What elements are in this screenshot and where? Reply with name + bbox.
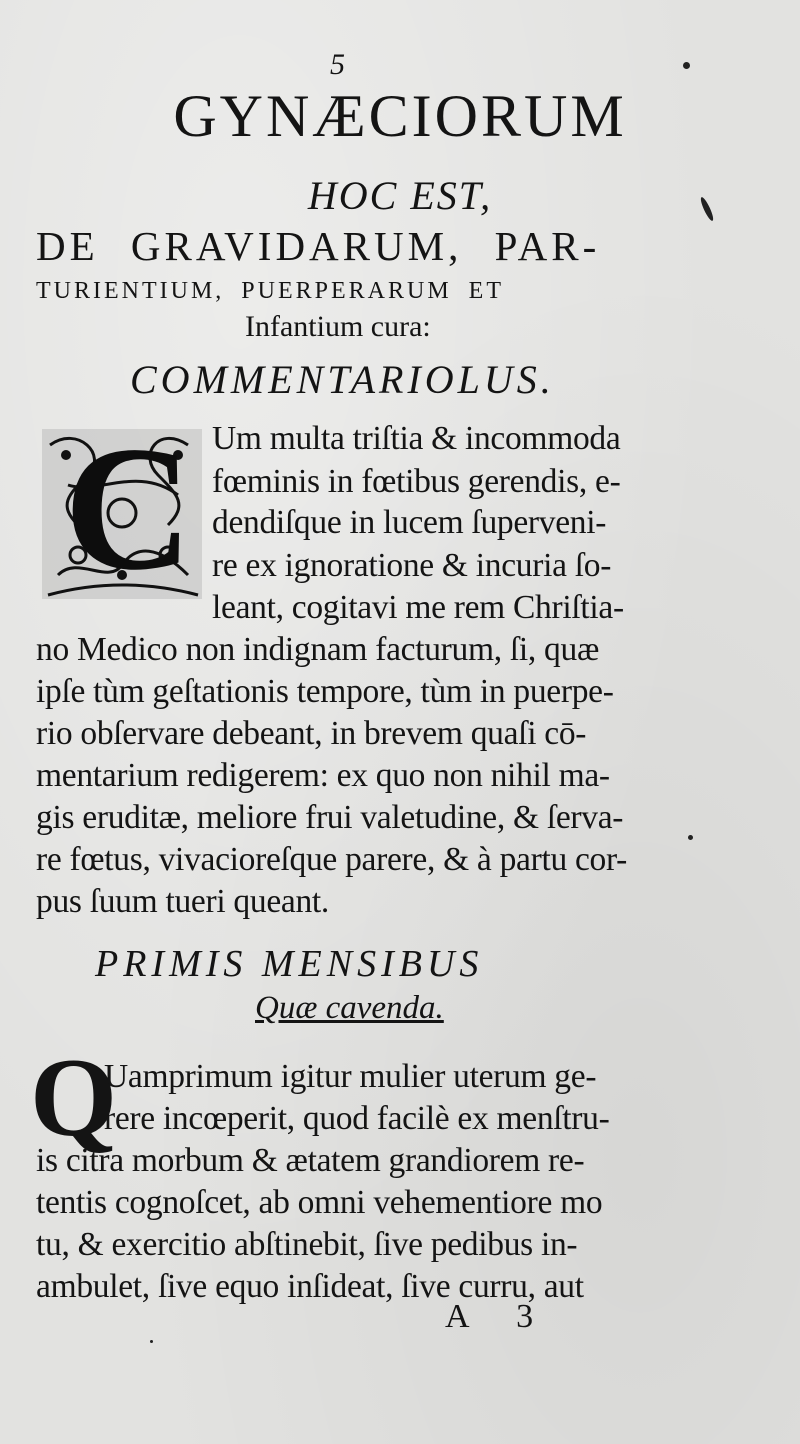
- section-heading: PRIMIS MENSIBUS: [95, 943, 484, 985]
- paragraph1-line-9: mentarium redigerem: ex quo non nihil ma-: [36, 757, 610, 794]
- paragraph2-line-2: rere incœperit, quod facilè ex menſtru-: [104, 1100, 610, 1137]
- paragraph2-line-6: ambulet, ſive equo inſideat, ſive curru, aut: [36, 1268, 584, 1305]
- section-subheading: Quæ cavenda.: [255, 990, 444, 1026]
- paragraph1-line-6: no Medico non indignam facturum, ſi, quæ: [36, 631, 599, 668]
- paragraph2-line-3: is citra morbum & ætatem grandiorem re-: [36, 1142, 585, 1179]
- ornamental-initial: [38, 409, 206, 607]
- paragraph2-line-1: Uamprimum igitur mulier uterum ge-: [104, 1058, 597, 1095]
- initial-letter-q: Q: [30, 1036, 118, 1160]
- paragraph1-line-1: Um multa triſtia & incommoda: [212, 420, 621, 457]
- page-number: 5: [330, 48, 345, 81]
- signature-mark: A 3: [445, 1298, 554, 1335]
- paragraph1-line-11: re fœtus, vivacioreſque parere, & à partu cor-: [36, 841, 628, 878]
- paragraph1-line-10: gis eruditæ, meliore frui valetudine, & ſerva-: [36, 799, 624, 836]
- initial-letter: C: [64, 409, 193, 607]
- heading-line-2: TURIENTIUM, PUERPERARUM ET: [36, 278, 505, 304]
- paragraph1-line-3: dendiſque in lucem ſuperveni-: [212, 504, 607, 541]
- paper-speck: [688, 835, 693, 840]
- paragraph2-line-5: tu, & exercitio abſtinebit, ſive pedibus in-: [36, 1226, 578, 1263]
- paragraph1-line-5: leant, cogitavi me rem Chriſtia-: [212, 589, 624, 626]
- paragraph1-line-7: ipſe tùm geſtationis tempore, tùm in puerpe-: [36, 673, 614, 710]
- paper-speck: [683, 62, 690, 69]
- page-title: GYNÆCIORUM: [173, 83, 627, 149]
- heading-line-1: DE GRAVIDARUM, PAR-: [36, 223, 601, 269]
- subtitle: HOC EST,: [307, 173, 493, 218]
- paragraph2-line-4: tentis cognoſcet, ab omni vehementiore mo: [36, 1184, 603, 1221]
- heading-line-3: Infantium cura:: [245, 310, 431, 343]
- paragraph1-line-8: rio obſervare debeant, in brevem quaſi cō-: [36, 715, 587, 752]
- paper-speck: [150, 1340, 153, 1343]
- commentariolus-heading: COMMENTARIOLUS.: [130, 357, 555, 402]
- paragraph1-line-4: re ex ignoratione & incuria ſo-: [212, 547, 612, 584]
- paragraph1-line-12: pus ſuum tueri queant.: [36, 883, 329, 920]
- paragraph1-line-2: fœminis in fœtibus gerendis, e-: [212, 463, 621, 500]
